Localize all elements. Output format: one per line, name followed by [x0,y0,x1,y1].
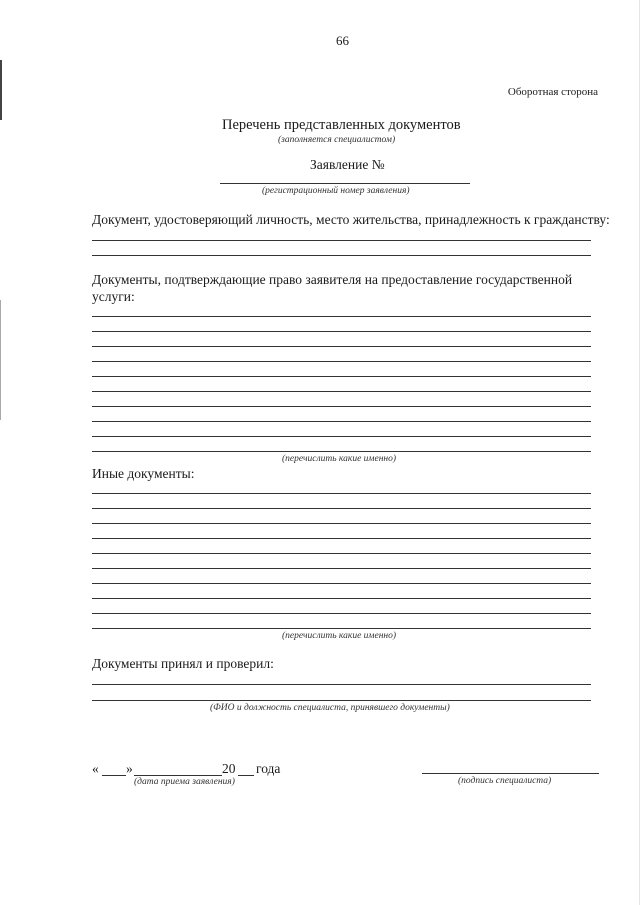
section-other-label: Иные документы: [92,466,195,481]
date-day-line[interactable] [102,775,126,776]
identity-line[interactable] [92,240,591,241]
rights-line[interactable] [92,346,591,347]
rights-line[interactable] [92,421,591,422]
section-rights-label-cont: услуги: [92,289,135,304]
application-number-line[interactable] [220,183,470,184]
date-month-line[interactable] [134,775,222,776]
other-line[interactable] [92,553,591,554]
title-note: (заполняется специалистом) [278,135,396,145]
section-accepted-label: Документы принял и проверил: [92,656,274,671]
date-open-quote: « [92,761,99,776]
date-year-suffix: года [256,761,281,776]
side-label: Оборотная сторона [507,86,598,98]
rights-line[interactable] [92,316,591,317]
other-line[interactable] [92,568,591,569]
other-line[interactable] [92,493,591,494]
section-rights-label: Документы, подтверждающие право заявителя на предоставление государственной [92,272,573,287]
date-year-line[interactable] [238,775,254,776]
date-close-quote: » [126,761,133,776]
rights-line[interactable] [92,451,591,452]
rights-line[interactable] [92,361,591,362]
other-line[interactable] [92,628,591,629]
signature-line[interactable] [422,773,599,774]
other-line[interactable] [92,523,591,524]
accepted-line[interactable] [92,700,591,701]
accepted-line[interactable] [92,684,591,685]
page-title: Перечень представленных документов [222,117,461,133]
other-line[interactable] [92,598,591,599]
date-year-prefix: 20 [222,761,236,776]
rights-line[interactable] [92,406,591,407]
other-line[interactable] [92,508,591,509]
rights-line[interactable] [92,391,591,392]
rights-line[interactable] [92,436,591,437]
accepted-note: (ФИО и должность специалиста, принявшего документы) [210,703,450,713]
rights-list-note: (перечислить какие именно) [282,454,397,464]
page-number: 66 [336,33,349,48]
application-note: (регистрационный номер заявления) [262,186,410,196]
scan-artifact [0,300,1,420]
other-line[interactable] [92,538,591,539]
identity-line[interactable] [92,255,591,256]
signature-note: (подпись специалиста) [458,776,552,786]
rights-line[interactable] [92,376,591,377]
application-label: Заявление № [310,157,385,172]
date-note: (дата приема заявления) [134,777,235,787]
other-line[interactable] [92,583,591,584]
other-list-note: (перечислить какие именно) [282,631,397,641]
scan-artifact [0,60,2,120]
section-identity-label: Документ, удостоверяющий личность, место жительства, принадлежность к гражданству: [92,212,610,227]
other-line[interactable] [92,613,591,614]
rights-line[interactable] [92,331,591,332]
